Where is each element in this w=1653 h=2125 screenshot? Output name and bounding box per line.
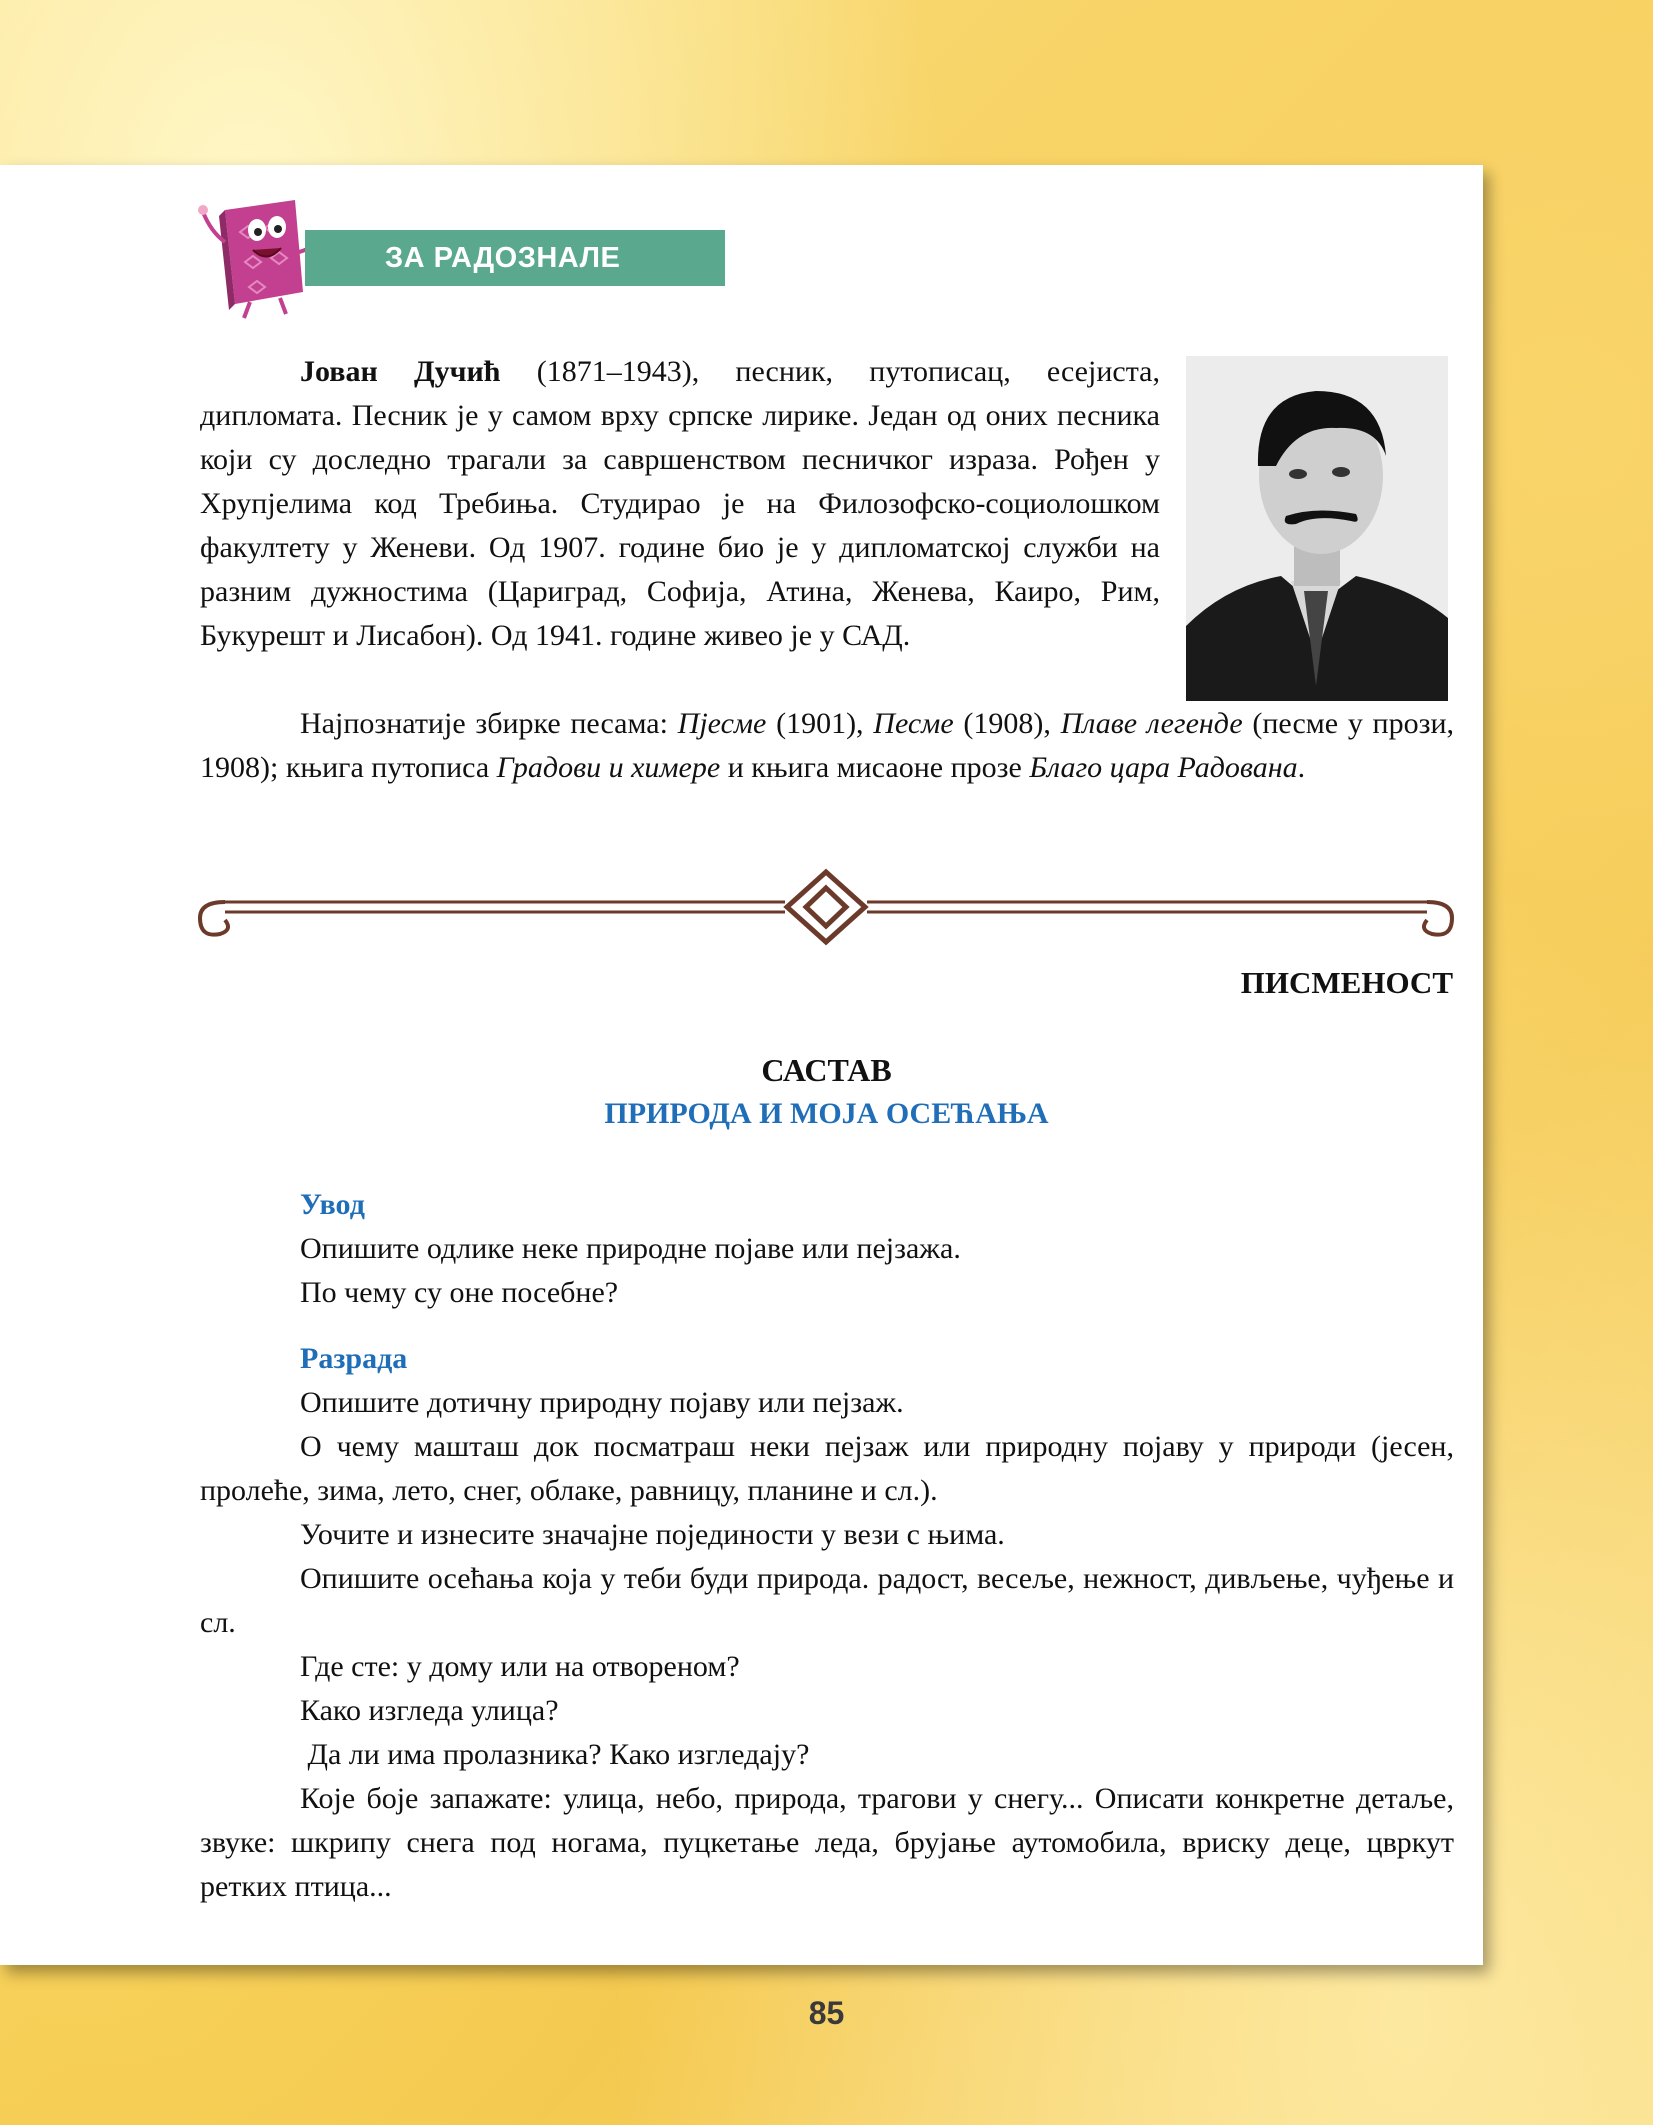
author-name: Јован Дучић (300, 355, 501, 388)
body-line: Да ли има пролазника? Како изгледају? (300, 1738, 810, 1771)
composition-title: САСТАВ (761, 1052, 892, 1088)
intro-line: Опишите одлике неке природне појаве или пејзажа. (300, 1232, 961, 1265)
body-heading: Разрада (300, 1342, 408, 1375)
page-number: 85 (808, 1995, 845, 2031)
works-text: и књига мисаоне прозе (720, 751, 1030, 784)
badge-label: ЗА РАДОЗНАЛЕ (305, 230, 725, 286)
work-title: Пјесме (677, 707, 767, 740)
bio-works (200, 702, 1454, 790)
composition-subtitle: ПРИРОДА И МОЈА ОСЕЋАЊА (604, 1097, 1049, 1130)
curious-badge (195, 192, 735, 322)
work-title: Градови и химере (496, 751, 721, 784)
composition-body (200, 1183, 1454, 1909)
work-title: Плаве легенде (1060, 707, 1243, 740)
body-line: Где сте: у дому или на отвореном? (300, 1650, 740, 1683)
body-line: Опишите осећања која у теби буди природа. радост, весеље, нежност, дивљење, чуђење и сл. (200, 1562, 1454, 1639)
body-line: О чему машташ док посматраш неки пејзаж или природну појаву у природи (јесен, пролеће, зима, лето, снег, облаке, равницу, планине и сл.). (200, 1430, 1454, 1507)
intro-heading: Увод (300, 1188, 365, 1221)
ornamental-divider (195, 868, 1457, 948)
intro-line: По чему су оне посебне? (300, 1276, 619, 1309)
body-line: Како изгледа улица? (300, 1694, 559, 1727)
body-line: Опишите дотичну природну појаву или пејзаж. (300, 1386, 904, 1419)
works-text: (1908), (953, 707, 1061, 740)
section-label: ПИСМЕНОСТ (1240, 965, 1453, 1000)
work-title: Благо цара Радована (1029, 751, 1298, 784)
works-text: . (1297, 751, 1306, 784)
works-intro: Најпознатије збирке песама: (300, 707, 678, 740)
bio-intro (200, 350, 1160, 658)
work-title: Песме (873, 707, 954, 740)
author-portrait (1186, 356, 1448, 701)
works-text: (песме у прози, 1908); књига путописа (200, 707, 1454, 784)
body-line: Уочите и изнесите значајне појединости у вези с њима. (300, 1518, 1005, 1551)
works-text: (1901), (766, 707, 874, 740)
body-line: Које боје запажате: улица, небо, природа, трагови у снегу... Описати конкретне детаље, звуке: шкрипу снега под ногама, пуцкетање леда, брујање аутомобила, вриску деце, цвркут ретких птица... (200, 1782, 1454, 1903)
bio-paragraph-1: (1871–1943), песник, путописац, есејиста, дипломата. Песник је у самом врху српске лирике. Један од оних песника који су доследно трагали за савршенством песничког израза. Рођен у Хрупјелима код Требиња. Студирао је на Филозофско-социолошком факултету у Женеви. Од 1907. године био је у дипломатској служби на разним дужностима (Цариград, Софија, Атина, Женева, Каиро, Рим, Букурешт и Лисабон). Од 1941. године живео је у САД. (200, 355, 1160, 652)
